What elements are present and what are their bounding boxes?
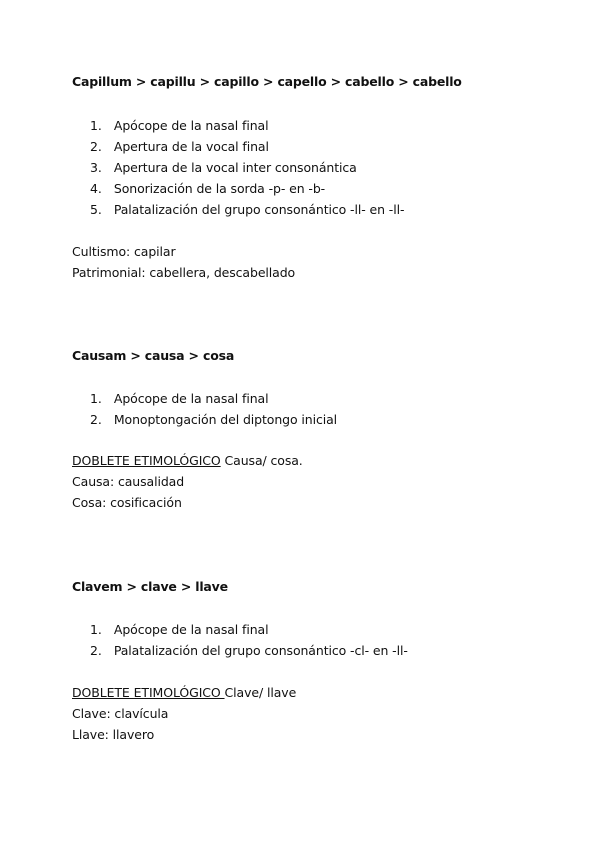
list-item [90, 643, 408, 658]
list-item-text: Palatalización del grupo consonántico -cl- en -ll- [113, 643, 408, 658]
list-number: 2. [90, 643, 102, 658]
list-item [90, 139, 269, 154]
list-number: 1. [90, 391, 102, 406]
list-item [90, 412, 337, 427]
list-item [90, 202, 404, 217]
list-item-text: Apócope de la nasal final [113, 622, 269, 637]
list-number: 4. [90, 181, 102, 196]
list-number: 1. [90, 622, 102, 637]
list-number: 1. [90, 118, 102, 133]
list-item-text: Apócope de la nasal final [113, 118, 269, 133]
list-item [90, 118, 268, 133]
list-item-text: Palatalización del grupo consonántico -ll- en -ll- [113, 202, 405, 217]
list-item-text: Apertura de la vocal inter consonántica [113, 160, 357, 175]
section-heading-causam: Causam > causa > cosa [72, 348, 235, 363]
list-item-text: Sonorización de la sorda -p- en -b- [113, 181, 326, 196]
list-item [90, 160, 357, 175]
list-item [90, 391, 268, 406]
list-item [90, 181, 325, 196]
derivative-line: Causa: causalidad [72, 474, 185, 489]
list-item-text: Monoptongación del diptongo inicial [113, 412, 338, 427]
section-heading-clavem: Clavem > clave > llave [72, 579, 228, 594]
doblete-label: DOBLETE ETIMOLÓGICO [72, 453, 221, 468]
list-item-text: Apócope de la nasal final [113, 391, 269, 406]
list-number: 2. [90, 412, 102, 427]
list-item [90, 622, 268, 637]
list-number: 2. [90, 139, 102, 154]
doblete-line [72, 453, 303, 468]
list-number: 3. [90, 160, 102, 175]
list-item-text: Apertura de la vocal final [113, 139, 269, 154]
list-number: 5. [90, 202, 102, 217]
doblete-value: Causa/ cosa. [220, 453, 303, 468]
derivative-line: Clave: clavícula [72, 706, 169, 721]
derivative-line: Cosa: cosificación [72, 495, 182, 510]
cultismo-line: Cultismo: capilar [72, 244, 176, 259]
doblete-label: DOBLETE ETIMOLÓGICO [72, 685, 225, 700]
derivative-line: Llave: llavero [72, 727, 155, 742]
patrimonial-line: Patrimonial: cabellera, descabellado [72, 265, 296, 280]
section-heading-capillum: Capillum > capillu > capillo > capello > cabello > cabello [72, 74, 462, 89]
doblete-line [72, 685, 296, 700]
doblete-value: Clave/ llave [224, 685, 297, 700]
